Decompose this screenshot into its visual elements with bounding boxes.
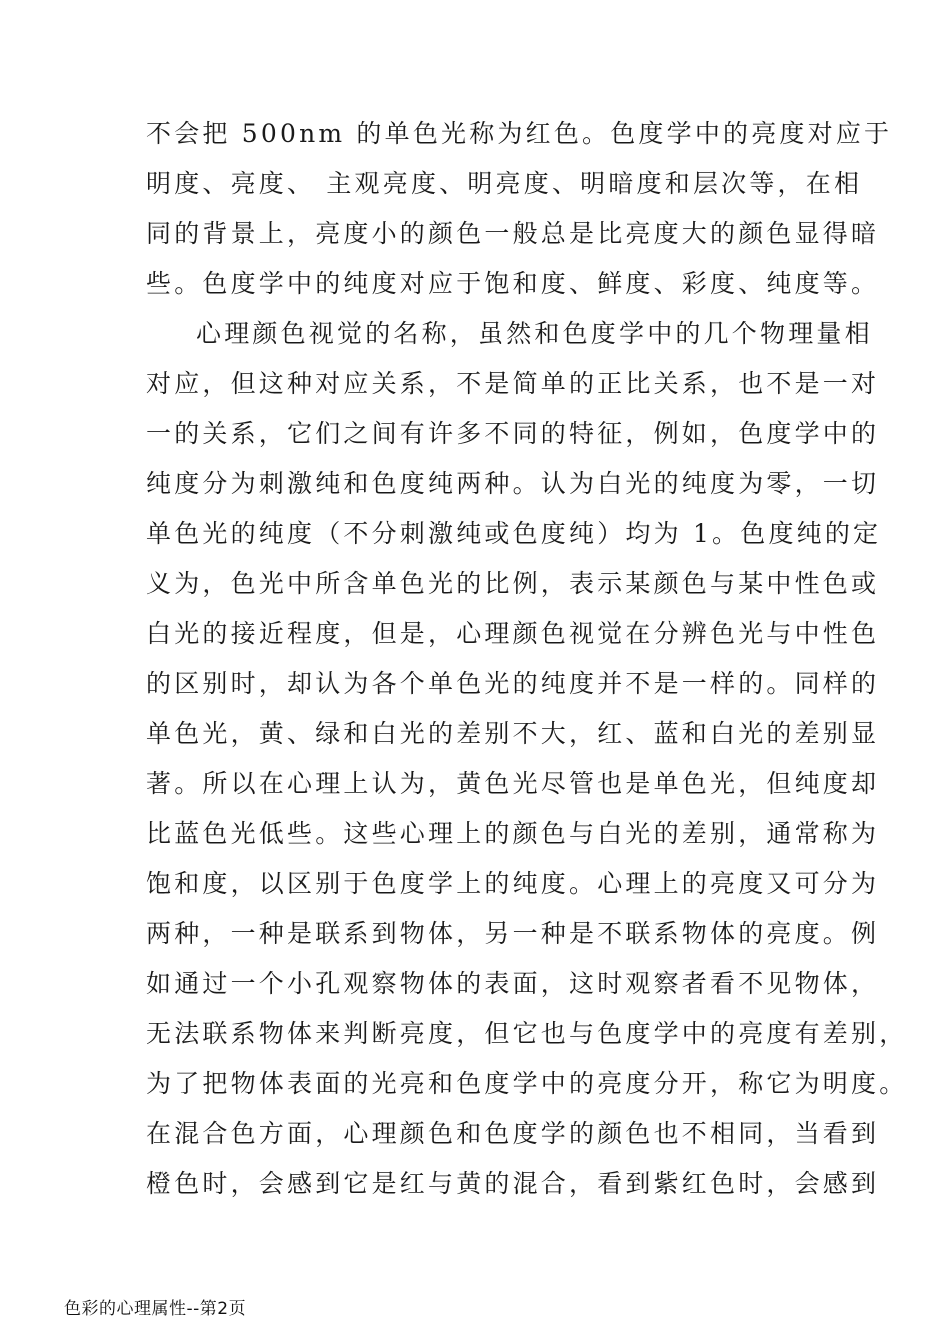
text-line: 的区别时，却认为各个单色光的纯度并不是一样的。同样的 bbox=[146, 669, 880, 698]
text-line: 义为，色光中所含单色光的比例，表示某颜色与某中性色或 bbox=[146, 569, 880, 598]
text-line: 同的背景上，亮度小的颜色一般总是比亮度大的颜色显得暗 bbox=[146, 219, 880, 248]
paragraph-first-line: 心理颜色视觉的名称，虽然和色度学中的几个物理量相 bbox=[196, 319, 873, 348]
text-line: 为了把物体表面的光亮和色度学中的亮度分开，称它为明度。 bbox=[146, 1069, 908, 1098]
body-text bbox=[146, 113, 908, 1213]
text-line: 些。色度学中的纯度对应于饱和度、鲜度、彩度、纯度等。 bbox=[146, 269, 880, 298]
text-line: 著。所以在心理上认为，黄色光尽管也是单色光，但纯度却 bbox=[146, 769, 880, 798]
text-line: 如通过一个小孔观察物体的表面，这时观察者看不见物体， bbox=[146, 969, 880, 998]
text-line: 明度、亮度、 主观亮度、明亮度、明暗度和层次等，在相 bbox=[146, 169, 863, 198]
page-footer: 色彩的心理属性--第2页 bbox=[64, 1299, 247, 1319]
text-line: 比蓝色光低些。这些心理上的颜色与白光的差别，通常称为 bbox=[146, 819, 880, 848]
text-line: 在混合色方面，心理颜色和色度学的颜色也不相同，当看到 bbox=[146, 1119, 880, 1148]
text-line: 一的关系，它们之间有许多不同的特征，例如，色度学中的 bbox=[146, 419, 880, 448]
text-line: 单色光，黄、绿和白光的差别不大，红、蓝和白光的差别显 bbox=[146, 719, 880, 748]
text-line: 两种，一种是联系到物体，另一种是不联系物体的亮度。例 bbox=[146, 919, 880, 948]
text-line: 白光的接近程度，但是，心理颜色视觉在分辨色光与中性色 bbox=[146, 619, 880, 648]
text-line: 单色光的纯度（不分刺激纯或色度纯）均为 1。色度纯的定 bbox=[146, 519, 882, 548]
text-line: 纯度分为刺激纯和色度纯两种。认为白光的纯度为零，一切 bbox=[146, 469, 880, 498]
text-line: 饱和度，以区别于色度学上的纯度。心理上的亮度又可分为 bbox=[146, 869, 880, 898]
text-line: 对应，但这种对应关系，不是简单的正比关系，也不是一对 bbox=[146, 369, 880, 398]
text-line: 不会把 500nm 的单色光称为红色。色度学中的亮度对应于 bbox=[146, 119, 893, 148]
text-line: 无法联系物体来判断亮度，但它也与色度学中的亮度有差别， bbox=[146, 1019, 908, 1048]
text-line: 橙色时，会感到它是红与黄的混合，看到紫红色时，会感到 bbox=[146, 1169, 880, 1198]
